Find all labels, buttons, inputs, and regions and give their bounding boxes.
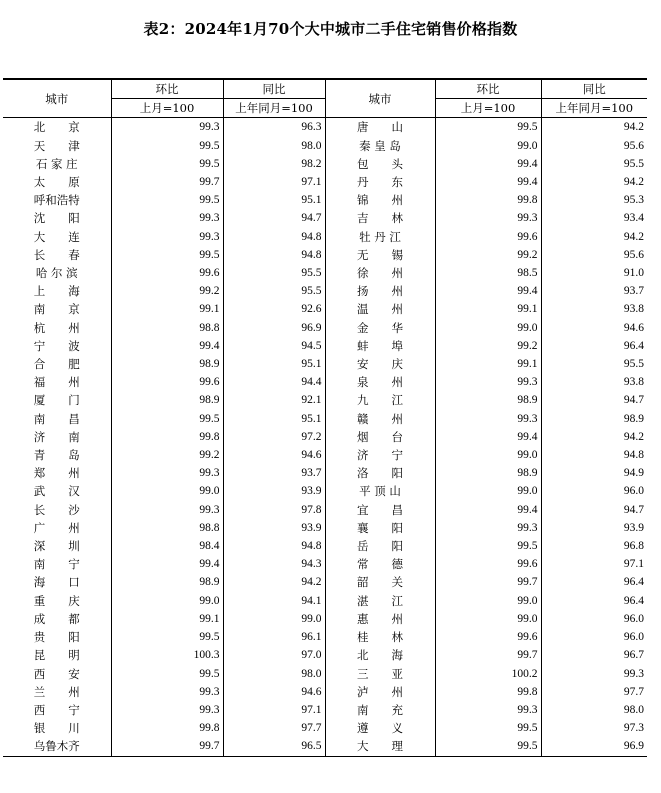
yoy-left-cell: 97.0 [223, 646, 325, 664]
mom-left-cell: 99.3 [111, 683, 223, 701]
city-right-cell: 遵 义 [325, 719, 435, 737]
mom-left-cell: 98.9 [111, 391, 223, 409]
table-row [3, 665, 647, 683]
table-row [3, 683, 647, 701]
mom-right-cell: 99.5 [435, 118, 541, 137]
header-yoy-left: 同比 [223, 79, 325, 99]
mom-left-cell: 99.5 [111, 665, 223, 683]
yoy-right-cell: 96.0 [623, 612, 644, 625]
city-left-cell: 海 口 [3, 573, 111, 591]
yoy-left-cell: 97.1 [223, 173, 325, 191]
mom-right-cell: 99.1 [435, 355, 541, 373]
table-row [3, 501, 647, 519]
yoy-right-cell: 95.6 [623, 248, 644, 261]
city-left-cell: 南 宁 [3, 555, 111, 573]
yoy-right-cell: 94.6 [623, 321, 644, 334]
yoy-right-cell: 98.0 [623, 703, 644, 716]
yoy-right-cell: 94.2 [623, 230, 644, 243]
yoy-left-cell: 93.9 [223, 482, 325, 500]
yoy-right-cell: 94.2 [623, 176, 644, 189]
yoy-left-cell: 97.7 [223, 719, 325, 737]
mom-left-cell: 99.5 [111, 155, 223, 173]
city-right-cell: 韶 关 [325, 573, 435, 591]
city-right-cell: 常 德 [325, 555, 435, 573]
mom-right-cell: 99.7 [435, 646, 541, 664]
table-row [3, 428, 647, 446]
header-mom-base-right: 上月=100 [435, 99, 541, 118]
table-row [3, 209, 647, 227]
yoy-left-cell: 94.8 [223, 246, 325, 264]
city-right-cell: 济 宁 [325, 446, 435, 464]
mom-left-cell: 100.3 [111, 646, 223, 664]
city-left-cell: 重 庆 [3, 592, 111, 610]
mom-left-cell: 99.5 [111, 246, 223, 264]
table-row [3, 537, 647, 555]
yoy-left-cell: 94.1 [223, 592, 325, 610]
city-left-cell: 杭 州 [3, 319, 111, 337]
mom-right-cell: 99.5 [435, 737, 541, 756]
yoy-left-cell: 98.0 [223, 137, 325, 155]
city-right-cell: 三 亚 [325, 665, 435, 683]
city-right-cell: 扬 州 [325, 282, 435, 300]
yoy-right-cell: 96.4 [623, 594, 644, 607]
city-right-cell: 湛 江 [325, 592, 435, 610]
city-left-cell: 西 安 [3, 665, 111, 683]
city-right-cell: 包 头 [325, 155, 435, 173]
yoy-right-cell: 96.9 [541, 737, 647, 756]
yoy-left-cell: 94.8 [223, 228, 325, 246]
yoy-right-cell: 94.7 [623, 503, 644, 516]
yoy-left-cell: 92.6 [223, 300, 325, 318]
mom-right-cell: 98.5 [435, 264, 541, 282]
mom-right-cell: 99.3 [435, 519, 541, 537]
table-row [3, 482, 647, 500]
yoy-right-cell: 93.8 [623, 376, 644, 389]
city-left-cell: 沈 阳 [3, 209, 111, 227]
city-left-cell: 成 都 [3, 610, 111, 628]
table-row [3, 519, 647, 537]
header-mom-left: 环比 [111, 79, 223, 99]
city-right-cell: 金 华 [325, 319, 435, 337]
yoy-left-cell: 99.0 [223, 610, 325, 628]
mom-right-cell: 99.0 [435, 592, 541, 610]
table-title: 表2：2024年1月70个大中城市二手住宅销售价格指数 [143, 20, 518, 38]
table-row [3, 701, 647, 719]
city-right-cell: 襄 阳 [325, 519, 435, 537]
mom-right-cell: 99.3 [435, 373, 541, 391]
yoy-right-cell: 96.7 [623, 649, 644, 662]
city-right-cell: 牡 丹 江 [325, 228, 435, 246]
price-index-table [3, 78, 647, 757]
header-yoy-right: 同比 [541, 79, 647, 99]
yoy-left-cell: 98.2 [223, 155, 325, 173]
city-right-cell: 宜 昌 [325, 501, 435, 519]
city-right-cell: 蚌 埠 [325, 337, 435, 355]
mom-right-cell: 100.2 [435, 665, 541, 683]
yoy-right-cell: 99.3 [623, 667, 644, 680]
mom-right-cell: 99.0 [435, 446, 541, 464]
mom-left-cell: 98.9 [111, 355, 223, 373]
city-right-cell: 岳 阳 [325, 537, 435, 555]
yoy-left-cell: 98.0 [223, 665, 325, 683]
table-row [3, 646, 647, 664]
mom-right-cell: 99.4 [435, 501, 541, 519]
header-mom-right: 环比 [435, 79, 541, 99]
table-row [3, 555, 647, 573]
mom-left-cell: 98.8 [111, 519, 223, 537]
table-row [3, 337, 647, 355]
table-row [3, 410, 647, 428]
mom-left-cell: 99.5 [111, 410, 223, 428]
table-row [3, 464, 647, 482]
yoy-left-cell: 95.1 [223, 410, 325, 428]
city-left-cell: 大 连 [3, 228, 111, 246]
city-left-cell: 西 宁 [3, 701, 111, 719]
mom-left-cell: 98.8 [111, 319, 223, 337]
table-row [3, 246, 647, 264]
city-left-cell: 福 州 [3, 373, 111, 391]
table-row [3, 282, 647, 300]
mom-left-cell: 99.1 [111, 610, 223, 628]
table-row [3, 373, 647, 391]
city-right-cell: 南 充 [325, 701, 435, 719]
header-city-right: 城市 [325, 79, 435, 118]
city-right-cell: 锦 州 [325, 191, 435, 209]
city-left-cell: 天 津 [3, 137, 111, 155]
mom-left-cell: 99.6 [111, 264, 223, 282]
mom-right-cell: 99.4 [435, 155, 541, 173]
city-left-cell: 长 春 [3, 246, 111, 264]
mom-left-cell: 99.7 [111, 737, 223, 756]
yoy-right-cell: 96.0 [623, 631, 644, 644]
yoy-left-cell: 93.7 [223, 464, 325, 482]
yoy-left-cell: 94.4 [223, 373, 325, 391]
mom-left-cell: 99.8 [111, 719, 223, 737]
table-row [3, 610, 647, 628]
city-left-cell: 武 汉 [3, 482, 111, 500]
yoy-left-cell: 94.8 [223, 537, 325, 555]
mom-left-cell: 99.0 [111, 592, 223, 610]
city-right-cell: 泉 州 [325, 373, 435, 391]
city-left-cell: 深 圳 [3, 537, 111, 555]
yoy-left-cell: 93.9 [223, 519, 325, 537]
mom-left-cell: 99.5 [111, 191, 223, 209]
city-right-cell: 温 州 [325, 300, 435, 318]
yoy-left-cell: 95.1 [223, 191, 325, 209]
yoy-right-cell: 95.6 [623, 139, 644, 152]
mom-left-cell: 99.3 [111, 118, 223, 137]
city-left-cell: 广 州 [3, 519, 111, 537]
table-row [3, 173, 647, 191]
yoy-right-cell: 91.0 [623, 267, 644, 280]
mom-right-cell: 99.5 [435, 719, 541, 737]
city-left-cell: 银 川 [3, 719, 111, 737]
city-right-cell: 秦 皇 岛 [325, 137, 435, 155]
mom-right-cell: 99.1 [435, 300, 541, 318]
yoy-right-cell: 95.5 [623, 358, 644, 371]
yoy-right-cell: 93.4 [623, 212, 644, 225]
header-yoy-base-right: 上年同月=100 [541, 99, 647, 118]
header-row-1 [3, 79, 647, 99]
table-row [3, 355, 647, 373]
mom-left-cell: 99.6 [111, 373, 223, 391]
mom-left-cell: 99.7 [111, 173, 223, 191]
city-left-cell: 哈 尔 滨 [3, 264, 111, 282]
mom-left-cell: 99.4 [111, 555, 223, 573]
yoy-left-cell: 96.3 [223, 118, 325, 137]
city-left-cell: 昆 明 [3, 646, 111, 664]
mom-left-cell: 99.0 [111, 482, 223, 500]
table-row [3, 592, 647, 610]
mom-left-cell: 99.2 [111, 282, 223, 300]
mom-left-cell: 99.3 [111, 228, 223, 246]
mom-right-cell: 99.3 [435, 410, 541, 428]
table-body [3, 79, 647, 756]
mom-left-cell: 98.4 [111, 537, 223, 555]
city-left-cell: 青 岛 [3, 446, 111, 464]
yoy-left-cell: 97.8 [223, 501, 325, 519]
mom-left-cell: 99.1 [111, 300, 223, 318]
mom-right-cell: 99.6 [435, 228, 541, 246]
city-left-cell: 上 海 [3, 282, 111, 300]
yoy-right-cell: 96.4 [623, 339, 644, 352]
table-row [3, 446, 647, 464]
city-left-cell: 乌鲁木齐 [3, 737, 111, 756]
mom-right-cell: 99.3 [435, 209, 541, 227]
header-yoy-base-left: 上年同月=100 [223, 99, 325, 118]
mom-left-cell: 99.3 [111, 464, 223, 482]
table-row [3, 319, 647, 337]
table-row [3, 137, 647, 155]
table-row [3, 628, 647, 646]
city-right-cell: 安 庆 [325, 355, 435, 373]
mom-right-cell: 99.6 [435, 555, 541, 573]
yoy-left-cell: 94.6 [223, 683, 325, 701]
yoy-right-cell: 94.2 [623, 121, 644, 134]
table-row [3, 573, 647, 591]
yoy-right-cell: 98.9 [623, 412, 644, 425]
header-city-left: 城市 [3, 79, 111, 118]
mom-right-cell: 99.2 [435, 246, 541, 264]
yoy-left-cell: 94.5 [223, 337, 325, 355]
yoy-left-cell: 94.2 [223, 573, 325, 591]
city-right-cell: 桂 林 [325, 628, 435, 646]
table-row [3, 191, 647, 209]
city-right-cell: 赣 州 [325, 410, 435, 428]
city-left-cell: 呼和浩特 [3, 191, 111, 209]
mom-right-cell: 99.0 [435, 137, 541, 155]
yoy-left-cell: 97.1 [223, 701, 325, 719]
city-left-cell: 南 昌 [3, 410, 111, 428]
table-row [3, 391, 647, 409]
mom-left-cell: 99.5 [111, 137, 223, 155]
city-left-cell: 北 京 [3, 118, 111, 137]
header-mom-base-left: 上月=100 [111, 99, 223, 118]
mom-left-cell: 98.9 [111, 573, 223, 591]
city-left-cell: 南 京 [3, 300, 111, 318]
city-right-cell: 北 海 [325, 646, 435, 664]
mom-right-cell: 99.7 [435, 573, 541, 591]
table-row [3, 155, 647, 173]
mom-right-cell: 99.6 [435, 628, 541, 646]
mom-right-cell: 98.9 [435, 464, 541, 482]
mom-left-cell: 99.4 [111, 337, 223, 355]
mom-right-cell: 99.0 [435, 319, 541, 337]
city-right-cell: 惠 州 [325, 610, 435, 628]
mom-left-cell: 99.8 [111, 428, 223, 446]
yoy-right-cell: 93.9 [623, 521, 644, 534]
mom-left-cell: 99.3 [111, 701, 223, 719]
yoy-right-cell: 93.8 [623, 303, 644, 316]
yoy-right-cell: 94.8 [623, 449, 644, 462]
yoy-right-cell: 96.4 [623, 576, 644, 589]
city-right-cell: 吉 林 [325, 209, 435, 227]
table-row [3, 719, 647, 737]
city-left-cell: 兰 州 [3, 683, 111, 701]
mom-right-cell: 99.4 [435, 282, 541, 300]
mom-right-cell: 99.8 [435, 683, 541, 701]
city-left-cell: 济 南 [3, 428, 111, 446]
yoy-right-cell: 94.9 [623, 467, 644, 480]
mom-right-cell: 98.9 [435, 391, 541, 409]
table-row [3, 118, 647, 137]
yoy-left-cell: 94.3 [223, 555, 325, 573]
yoy-left-cell: 92.1 [223, 391, 325, 409]
yoy-left-cell: 95.5 [223, 264, 325, 282]
yoy-left-cell: 96.5 [223, 737, 325, 756]
yoy-right-cell: 97.1 [623, 558, 644, 571]
yoy-right-cell: 96.0 [623, 485, 644, 498]
mom-left-cell: 99.2 [111, 446, 223, 464]
city-left-cell: 长 沙 [3, 501, 111, 519]
city-right-cell: 徐 州 [325, 264, 435, 282]
yoy-right-cell: 94.2 [623, 430, 644, 443]
table-row [3, 737, 647, 756]
city-right-cell: 平 顶 山 [325, 482, 435, 500]
city-left-cell: 石 家 庄 [3, 155, 111, 173]
city-right-cell: 大 理 [325, 737, 435, 756]
city-left-cell: 太 原 [3, 173, 111, 191]
city-left-cell: 合 肥 [3, 355, 111, 373]
yoy-left-cell: 97.2 [223, 428, 325, 446]
yoy-right-cell: 95.3 [623, 194, 644, 207]
city-right-cell: 唐 山 [325, 118, 435, 137]
city-left-cell: 宁 波 [3, 337, 111, 355]
city-right-cell: 烟 台 [325, 428, 435, 446]
yoy-right-cell: 96.8 [623, 540, 644, 553]
yoy-right-cell: 93.7 [623, 285, 644, 298]
yoy-right-cell: 97.3 [623, 722, 644, 735]
yoy-right-cell: 94.7 [623, 394, 644, 407]
city-left-cell: 郑 州 [3, 464, 111, 482]
mom-left-cell: 99.5 [111, 628, 223, 646]
mom-left-cell: 99.3 [111, 209, 223, 227]
yoy-left-cell: 94.7 [223, 209, 325, 227]
mom-right-cell: 99.8 [435, 191, 541, 209]
city-right-cell: 泸 州 [325, 683, 435, 701]
yoy-left-cell: 94.6 [223, 446, 325, 464]
yoy-right-cell: 97.7 [623, 685, 644, 698]
mom-right-cell: 99.0 [435, 482, 541, 500]
mom-right-cell: 99.4 [435, 428, 541, 446]
yoy-left-cell: 96.9 [223, 319, 325, 337]
yoy-left-cell: 95.1 [223, 355, 325, 373]
city-right-cell: 洛 阳 [325, 464, 435, 482]
mom-right-cell: 99.4 [435, 173, 541, 191]
yoy-left-cell: 96.1 [223, 628, 325, 646]
city-right-cell: 丹 东 [325, 173, 435, 191]
city-left-cell: 厦 门 [3, 391, 111, 409]
table-row [3, 300, 647, 318]
mom-right-cell: 99.3 [435, 701, 541, 719]
mom-right-cell: 99.2 [435, 337, 541, 355]
city-right-cell: 九 江 [325, 391, 435, 409]
city-left-cell: 贵 阳 [3, 628, 111, 646]
table-row [3, 264, 647, 282]
mom-right-cell: 99.5 [435, 537, 541, 555]
yoy-left-cell: 95.5 [223, 282, 325, 300]
table-row [3, 228, 647, 246]
mom-left-cell: 99.3 [111, 501, 223, 519]
mom-right-cell: 99.0 [435, 610, 541, 628]
yoy-right-cell: 95.5 [623, 157, 644, 170]
city-right-cell: 无 锡 [325, 246, 435, 264]
